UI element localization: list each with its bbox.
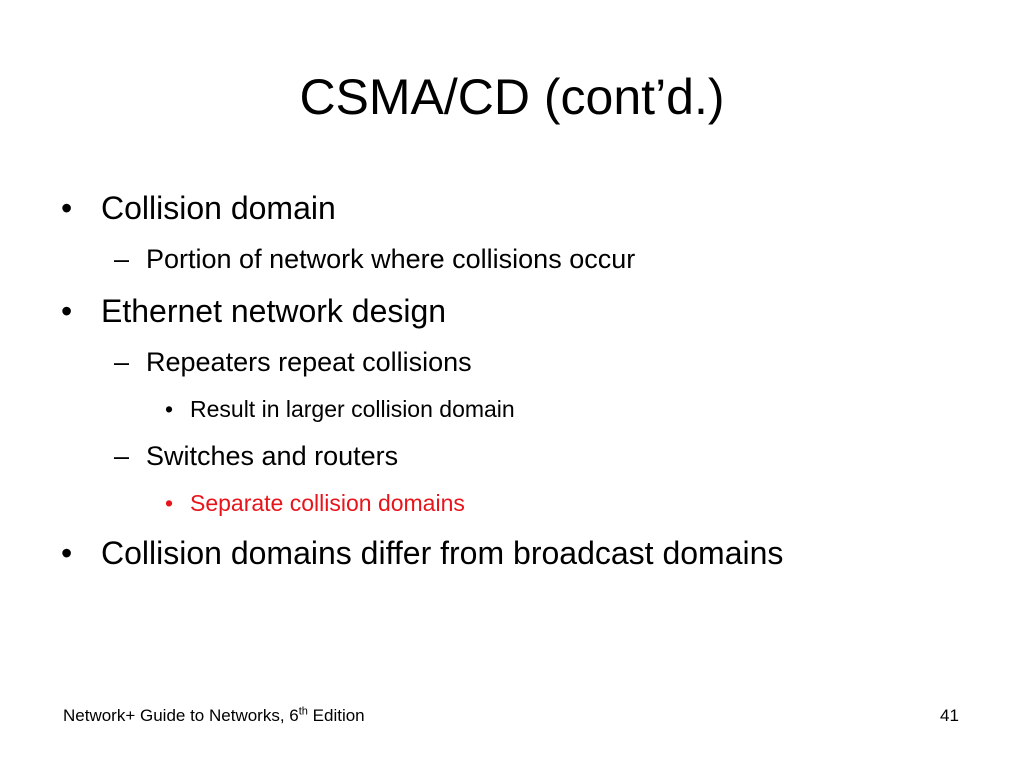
sub-bullet-item: [114, 439, 399, 473]
footer-source: [63, 705, 365, 727]
bullet-marker: •: [165, 490, 174, 516]
footer-source-prefix: Network+ Guide to Networks, 6: [63, 706, 299, 725]
slide-title: CSMA/CD (cont’d.): [299, 69, 725, 125]
highlighted-sub-sub-bullet-item: [165, 488, 465, 518]
footer-source-suffix: Edition: [307, 706, 365, 725]
bullet-item: [61, 188, 336, 228]
bullet-marker: •: [61, 293, 73, 329]
sub-sub-bullet-text: Result in larger collision domain: [190, 396, 515, 422]
footer-source-superscript: th: [298, 705, 308, 718]
dash-marker: –: [114, 347, 130, 377]
bullet-text: Collision domains differ from broadcast domains: [101, 535, 784, 571]
sub-bullet-item: [114, 242, 636, 276]
bullet-item: [61, 533, 784, 573]
sub-bullet-text: Portion of network where collisions occur: [146, 244, 636, 274]
sub-bullet-text: Switches and routers: [146, 441, 399, 471]
bullet-item: [61, 291, 447, 331]
bullet-text: Collision domain: [101, 190, 336, 226]
bullet-marker: •: [165, 396, 174, 422]
sub-bullet-text: Repeaters repeat collisions: [146, 347, 472, 377]
page-number: 41: [940, 706, 959, 725]
dash-marker: –: [114, 441, 130, 471]
dash-marker: –: [114, 244, 130, 274]
bullet-marker: •: [61, 190, 73, 226]
highlighted-bullet-text: Separate collision domains: [190, 490, 465, 516]
bullet-text: Ethernet network design: [101, 293, 447, 329]
bullet-marker: •: [61, 535, 73, 571]
sub-sub-bullet-item: [165, 394, 515, 424]
sub-bullet-item: [114, 345, 472, 379]
